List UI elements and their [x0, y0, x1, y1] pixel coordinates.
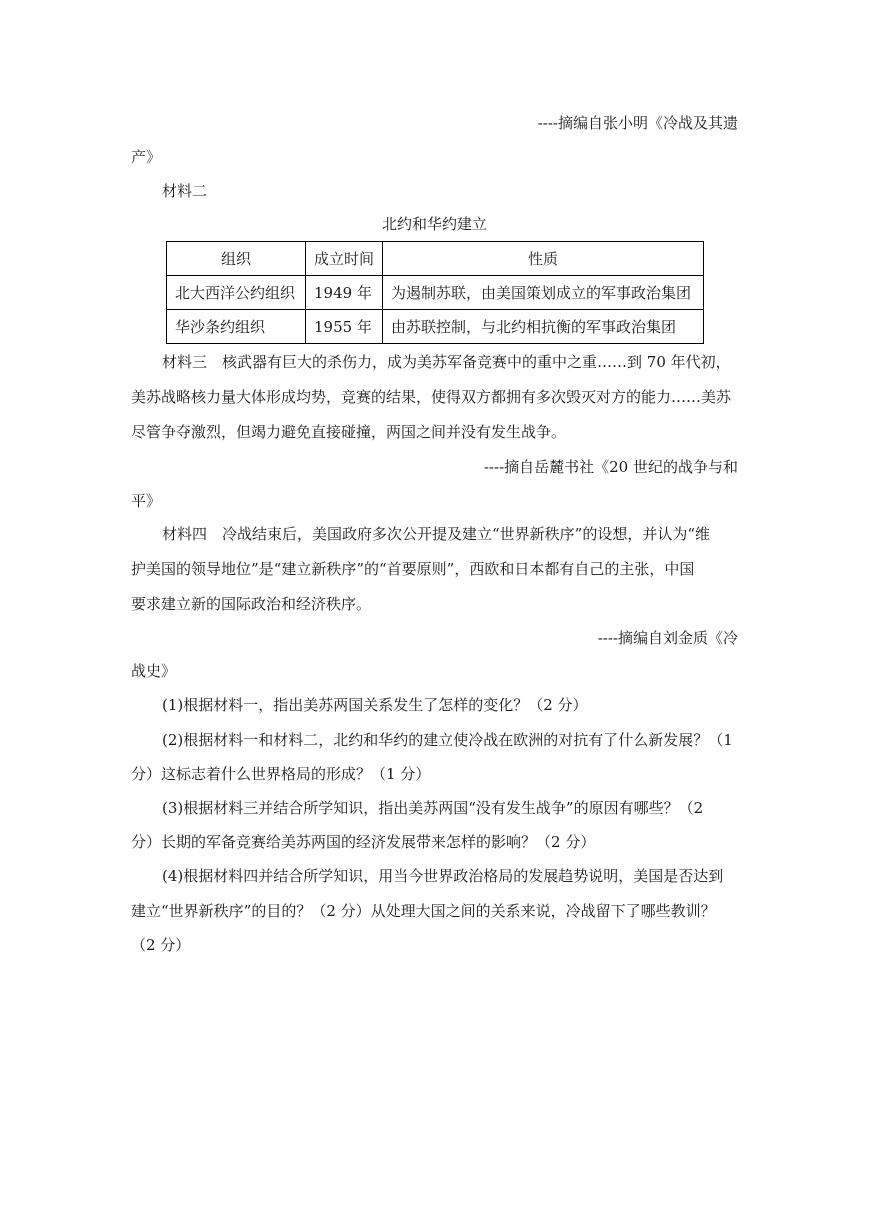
material-4-line-2: 护美国的领导地位”是“建立新秩序”的“首要原则”，西欧和日本都有自己的主张，中国	[131, 560, 695, 578]
source-3-line-2: 平》	[131, 492, 162, 510]
source-1-line-2: 产》	[131, 148, 162, 166]
question-4-line-2: 建立“世界新秩序”的目的？（2 分）从处理大国之间的关系来说，冷战留下了哪些教训？	[131, 902, 716, 920]
question-3-line-1: (3)根据材料三并结合所学知识，指出美苏两国“没有发生战争”的原因有哪些？（2	[162, 799, 704, 817]
source-1-line-1: ----摘编自张小明《冷战及其遗	[537, 114, 738, 132]
material-4-line-3: 要求建立新的国际政治和经济秩序。	[131, 595, 372, 613]
cell-nature: 为遏制苏联，由美国策划成立的军事政治集团	[383, 276, 704, 310]
table-title: 北约和华约建立	[381, 215, 487, 233]
cell-org: 华沙条约组织	[167, 310, 306, 344]
cell-nature: 由苏联控制，与北约相抗衡的军事政治集团	[383, 310, 704, 344]
material-3-line-3: 尽管争夺激烈，但竭力避免直接碰撞，两国之间并没有发生战争。	[131, 423, 567, 441]
question-2-line-1: (2)根据材料一和材料二，北约和华约的建立使冷战在欧洲的对抗有了什么新发展？（1	[162, 731, 733, 749]
nato-warsaw-table	[166, 241, 704, 344]
cell-org: 北大西洋公约组织	[167, 276, 306, 310]
material-3-line-1: 材料三 核武器有巨大的杀伤力，成为美苏军备竞赛中的重中之重……到 70 年代初，	[162, 353, 731, 371]
question-2-line-2: 分）这标志着什么世界格局的形成？（1 分）	[131, 765, 431, 783]
table-row	[167, 310, 704, 344]
material-2-label: 材料二	[162, 182, 208, 200]
question-4-line-1: (4)根据材料四并结合所学知识，用当今世界政治格局的发展趋势说明，美国是否达到	[162, 867, 724, 885]
source-4-line-1: ----摘编自刘金质《冷	[597, 629, 738, 647]
source-4-line-2: 战史》	[131, 662, 177, 680]
question-4-line-3: （2 分）	[131, 936, 191, 954]
header-organization: 组织	[167, 242, 306, 276]
table-header-row	[167, 242, 704, 276]
material-4-line-1: 材料四 冷战结束后，美国政府多次公开提及建立“世界新秩序”的设想，并认为“维	[162, 525, 711, 543]
question-1: (1)根据材料一，指出美苏两国关系发生了怎样的变化？（2 分）	[162, 696, 588, 714]
material-3-line-2: 美苏战略核力量大体形成均势，竞赛的结果，使得双方都拥有多次毁灭对方的能力……美苏	[131, 388, 732, 406]
source-3-line-1: ----摘自岳麓书社《20 世纪的战争与和	[483, 458, 738, 476]
table-row	[167, 276, 704, 310]
cell-year: 1955 年	[306, 310, 383, 344]
header-nature: 性质	[383, 242, 704, 276]
header-founded: 成立时间	[306, 242, 383, 276]
cell-year: 1949 年	[306, 276, 383, 310]
question-3-line-2: 分）长期的军备竞赛给美苏两国的经济发展带来怎样的影响？（2 分）	[131, 833, 596, 851]
